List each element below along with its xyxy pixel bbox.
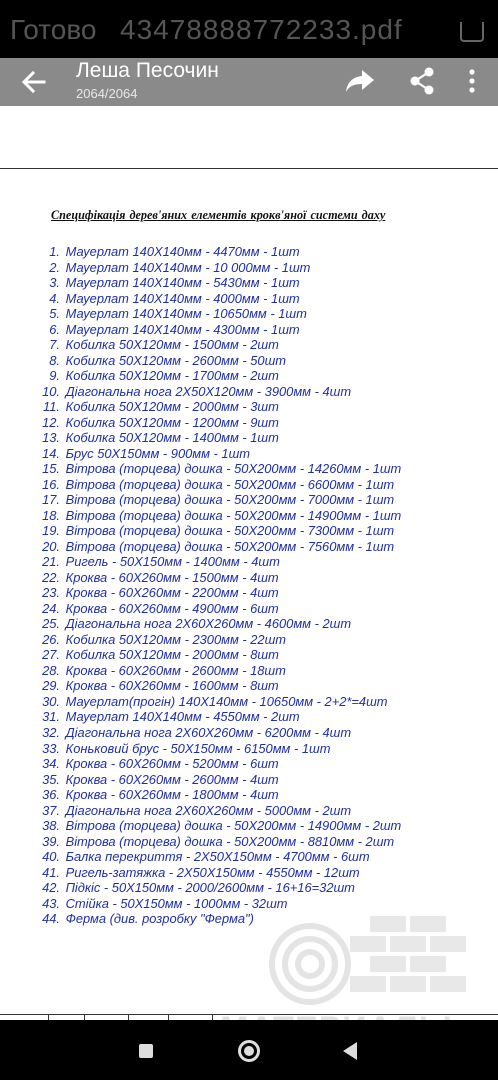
item-number: 8.	[49, 352, 60, 368]
item-number: 4.	[49, 290, 60, 306]
item-number: 13.	[42, 430, 60, 446]
spec-list-item	[38, 275, 401, 291]
item-number: 27.	[42, 647, 60, 663]
spec-list-item	[38, 709, 401, 725]
spec-list-item	[38, 849, 401, 865]
spec-list-item	[38, 523, 401, 539]
item-number: 25.	[42, 616, 60, 632]
spec-list-item	[38, 880, 401, 896]
item-number: 19.	[42, 523, 60, 539]
item-text: Балка перекриття - 2Х50Х150мм - 4700мм - 6шт	[65, 849, 370, 865]
item-text: Мауерлат 140Х140мм - 4550мм - 2шт	[65, 709, 300, 725]
share-icon[interactable]	[408, 66, 436, 96]
item-number: 20.	[42, 538, 60, 554]
spec-list-item	[38, 291, 401, 307]
spec-list-item	[38, 787, 401, 803]
item-text: Мауерлат 140Х140мм - 4470мм - 1шт	[65, 244, 300, 259]
spec-list-item	[38, 756, 401, 772]
item-number: 10.	[42, 383, 60, 399]
more-vert-icon[interactable]	[460, 66, 484, 96]
nav-bar	[0, 1020, 498, 1080]
spec-list-item	[38, 368, 401, 384]
recents-square-icon[interactable]	[139, 1044, 153, 1058]
top-rule	[0, 168, 498, 169]
item-number: 36.	[42, 787, 60, 803]
forward-arrow-icon[interactable]	[344, 67, 376, 95]
item-number: 26.	[42, 631, 60, 647]
spec-list-item	[38, 585, 401, 601]
item-number: 9.	[49, 368, 60, 384]
page-counter: 2064/2064	[76, 86, 138, 101]
item-text: Кобилка 50Х120мм - 2000мм - 8шт	[65, 647, 279, 663]
item-text: Кобилка 50Х120мм - 1700мм - 2шт	[65, 368, 279, 384]
spec-list-item	[38, 322, 401, 338]
item-number: 6.	[49, 321, 60, 337]
item-number: 43.	[42, 895, 60, 911]
item-text: Вітрова (торцева) дошка - 50Х200мм - 14900мм - 1шт	[65, 507, 402, 523]
document-title: Специфікація дерев'яних елементів крокв'яної системи даху	[51, 208, 386, 222]
item-number: 35.	[42, 771, 60, 787]
spec-list-item	[38, 678, 401, 694]
item-number: 16.	[42, 476, 60, 492]
item-number: 32.	[42, 724, 60, 740]
spec-list-item	[38, 601, 401, 617]
item-text: Діагональна нога 2Х60Х260мм - 5000мм - 2шт	[65, 802, 352, 818]
item-text: Мауерлат 140Х140мм - 4000мм - 1шт	[65, 290, 300, 306]
item-number: 3.	[49, 275, 60, 291]
item-text: Кобилка 50Х120мм - 2600мм - 50шт	[65, 352, 287, 368]
item-text: Кроква - 60Х260мм - 5200мм - 6шт	[65, 756, 279, 772]
spec-list-item	[38, 772, 401, 788]
item-number: 1.	[49, 244, 60, 259]
spec-list-item	[38, 818, 401, 834]
arrow-left-icon[interactable]	[18, 66, 50, 98]
item-text: Кобилка 50Х120мм - 1200мм - 9шт	[65, 414, 279, 430]
spec-list-item	[38, 554, 401, 570]
item-text: Ригель-затяжка - 2Х50Х150мм - 4550мм - 12шт	[65, 864, 360, 880]
spec-list-item	[38, 477, 401, 493]
item-text: Кроква - 60Х260мм - 2600мм - 18шт	[65, 662, 286, 678]
status-corner-icon	[460, 22, 484, 42]
item-number: 12.	[42, 414, 60, 430]
spec-list-item	[38, 725, 401, 741]
spec-list-item	[38, 741, 401, 757]
spec-list-item	[38, 461, 401, 477]
item-text: Мауерлат 140Х140мм - 10 000мм - 1шт	[65, 259, 311, 275]
item-text: Стійка - 50Х150мм - 1000мм - 32шт	[65, 895, 288, 911]
item-text: Кобилка 50Х120мм - 1500мм - 2шт	[65, 337, 279, 353]
item-text: Кобилка 50Х120мм - 2300мм - 22шт	[65, 631, 287, 647]
item-number: 14.	[42, 445, 60, 461]
spec-list-item	[38, 865, 401, 881]
spec-list-item	[38, 384, 401, 400]
item-text: Кроква - 60Х260мм - 1800мм - 4шт	[65, 787, 279, 803]
spec-list-item	[38, 508, 401, 524]
spec-list-item	[38, 430, 401, 446]
item-number: 18.	[42, 507, 60, 523]
item-number: 15.	[42, 461, 60, 477]
bottom-rule	[0, 1014, 498, 1015]
item-text: Вітрова (торцева) дошка - 50Х200мм - 8810мм - 2шт	[65, 833, 395, 849]
item-number: 29.	[42, 678, 60, 694]
spec-list-item	[38, 492, 401, 508]
item-number: 2.	[49, 259, 60, 275]
item-number: 34.	[42, 756, 60, 772]
spec-list-item	[38, 694, 401, 710]
contact-title: Леша Песочин	[76, 59, 219, 82]
item-text: Кроква - 60Х260мм - 4900мм - 6шт	[65, 600, 279, 616]
item-number: 42.	[42, 880, 60, 896]
spec-list-item	[38, 647, 401, 663]
spec-list-item	[38, 616, 401, 632]
status-bar	[0, 0, 498, 58]
spec-list-item	[38, 446, 401, 462]
item-number: 28.	[42, 662, 60, 678]
spec-list-item	[38, 632, 401, 648]
item-number: 11.	[43, 399, 60, 415]
item-text: Мауерлат 140Х140мм - 4300мм - 1шт	[65, 321, 300, 337]
item-number: 38.	[42, 818, 60, 834]
item-text: Вітрова (торцева) дошка - 50Х200мм - 7560мм - 1шт	[65, 538, 395, 554]
spec-list-item	[38, 570, 401, 586]
item-text: Вітрова (торцева) дошка - 50Х200мм - 14260мм - 1шт	[65, 461, 402, 477]
status-file-name: 43478888772233.pdf	[120, 14, 403, 45]
item-number: 31.	[42, 709, 60, 725]
home-circle-icon[interactable]	[238, 1040, 260, 1062]
item-text: Кобилка 50Х120мм - 2000мм - 3шт	[65, 399, 279, 415]
back-triangle-icon[interactable]	[342, 1041, 358, 1061]
item-text: Кроква - 60Х260мм - 1500мм - 4шт	[65, 569, 279, 585]
item-text: Діагональна нога 2Х50Х120мм - 3900мм - 4шт	[65, 383, 352, 399]
item-text: Кроква - 60Х260мм - 2200мм - 4шт	[65, 585, 279, 601]
item-text: Вітрова (торцева) дошка - 50Х200мм - 14900мм - 2шт	[65, 818, 402, 834]
item-text: Кроква - 60Х260мм - 1600мм - 8шт	[65, 678, 279, 694]
item-text: Брус 50Х150мм - 900мм - 1шт	[65, 445, 251, 461]
app-bar	[0, 58, 498, 106]
spec-list-item	[38, 803, 401, 819]
spec-list-item	[38, 415, 401, 431]
spec-list-item	[38, 337, 401, 353]
spec-list-item	[38, 260, 401, 276]
spec-list-item	[38, 663, 401, 679]
document-page[interactable]	[0, 106, 498, 1020]
item-text: Мауерлат(прогін) 140Х140мм - 10650мм - 2+2*=4шт	[65, 693, 388, 709]
spec-list-item	[38, 539, 401, 555]
item-number: 23.	[42, 585, 60, 601]
item-number: 41.	[42, 864, 60, 880]
item-number: 17.	[42, 492, 60, 508]
spec-list-item	[38, 911, 401, 927]
item-number: 44.	[42, 911, 60, 927]
item-text: Мауерлат 140Х140мм - 10650мм - 1шт	[65, 306, 307, 322]
item-number: 5.	[49, 306, 60, 322]
spec-list-item	[38, 353, 401, 369]
item-number: 22.	[42, 569, 60, 585]
spec-list-item	[38, 244, 401, 260]
item-number: 7.	[49, 337, 60, 353]
spec-list-item	[38, 399, 401, 415]
item-number: 30.	[42, 693, 60, 709]
item-number: 37.	[42, 802, 60, 818]
status-left-text: Готово	[10, 14, 97, 45]
spec-list-item	[38, 306, 401, 322]
item-text: Ригель - 50Х150мм - 1400мм - 4шт	[65, 554, 280, 570]
item-text: Кроква - 60Х260мм - 2600мм - 4шт	[65, 771, 279, 787]
item-number: 39.	[42, 833, 60, 849]
item-text: Коньковий брус - 50Х150мм - 6150мм - 1шт	[65, 740, 331, 756]
item-text: Діагональна нога 2Х60Х260мм - 4600мм - 2шт	[65, 616, 352, 632]
item-text: Підкіс - 50Х150мм - 2000/2600мм - 16+16=32шт	[65, 880, 355, 896]
spec-list-item	[38, 834, 401, 850]
item-number: 33.	[42, 740, 60, 756]
item-text: Мауерлат 140Х140мм - 5430мм - 1шт	[65, 275, 300, 291]
item-number: 21.	[42, 554, 60, 570]
item-text: Кобилка 50Х120мм - 1400мм - 1шт	[65, 430, 279, 446]
spec-list	[38, 244, 401, 927]
item-number: 24.	[42, 600, 60, 616]
item-text: Вітрова (торцева) дошка - 50Х200мм - 7300мм - 1шт	[65, 523, 395, 539]
item-text: Ферма (див. розробку "Ферма")	[65, 911, 254, 927]
spec-list-item	[38, 896, 401, 912]
item-text: Вітрова (торцева) дошка - 50Х200мм - 7000мм - 1шт	[65, 492, 395, 508]
item-text: Діагональна нога 2Х60Х260мм - 6200мм - 4шт	[65, 724, 352, 740]
item-text: Вітрова (торцева) дошка - 50Х200мм - 6600мм - 1шт	[65, 476, 395, 492]
item-number: 40.	[42, 849, 60, 865]
